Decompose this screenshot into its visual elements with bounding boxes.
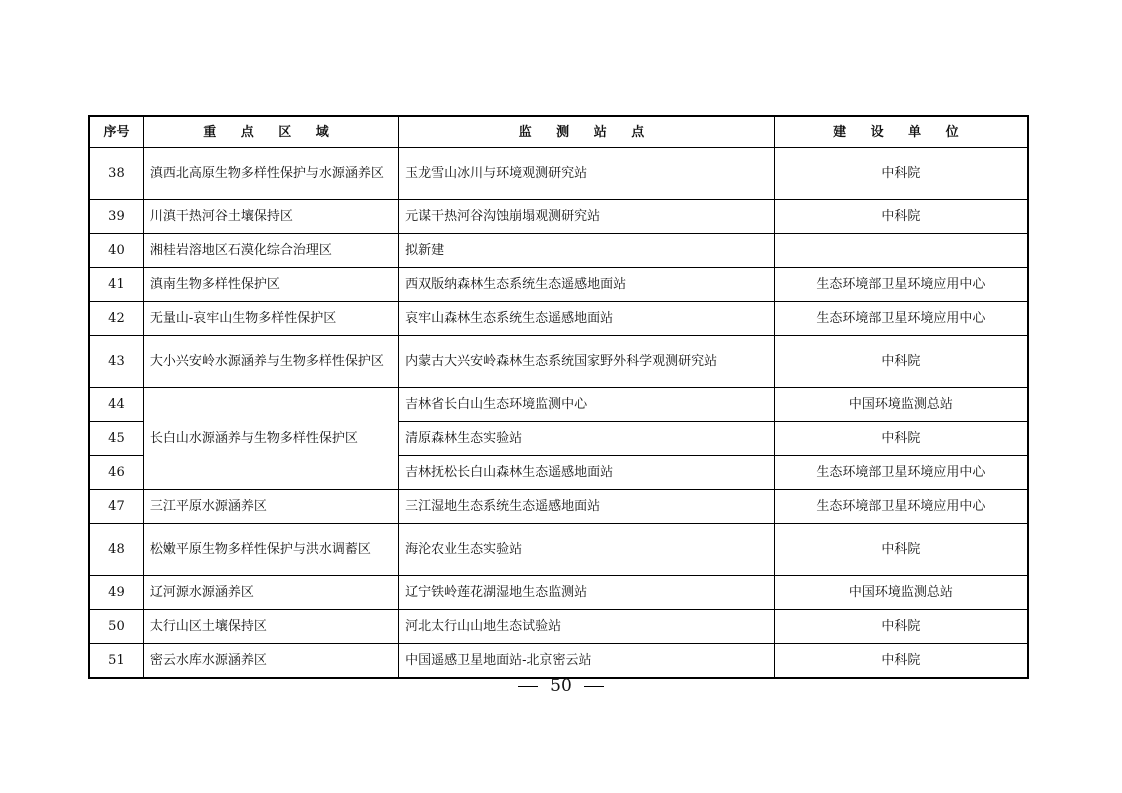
- row-num: 39: [89, 200, 143, 234]
- table-row: [89, 234, 1028, 268]
- header-site: 监 测 站 点: [399, 116, 775, 148]
- table-row: [89, 610, 1028, 644]
- row-unit: 中科院: [774, 422, 1028, 456]
- table-header-row: [89, 116, 1028, 148]
- table-row: [89, 302, 1028, 336]
- table-row: [89, 388, 1028, 422]
- row-site: 西双版纳森林生态系统生态遥感地面站: [399, 268, 775, 302]
- row-site: 玉龙雪山冰川与环境观测研究站: [399, 148, 775, 200]
- row-unit: 中科院: [774, 200, 1028, 234]
- header-unit: 建 设 单 位: [774, 116, 1028, 148]
- row-site: 内蒙古大兴安岭森林生态系统国家野外科学观测研究站: [399, 336, 775, 388]
- row-area: 滇南生物多样性保护区: [143, 268, 398, 302]
- row-site: 海沦农业生态实验站: [399, 524, 775, 576]
- row-area: 松嫩平原生物多样性保护与洪水调蓄区: [143, 524, 398, 576]
- row-num: 51: [89, 644, 143, 679]
- row-unit: 生态环境部卫星环境应用中心: [774, 268, 1028, 302]
- row-site: 拟新建: [399, 234, 775, 268]
- table-row: [89, 490, 1028, 524]
- page-number-dash-left: [518, 686, 538, 687]
- row-num: 50: [89, 610, 143, 644]
- row-site: 辽宁铁岭莲花湖湿地生态监测站: [399, 576, 775, 610]
- row-area: 湘桂岩溶地区石漠化综合治理区: [143, 234, 398, 268]
- row-unit: 生态环境部卫星环境应用中心: [774, 456, 1028, 490]
- row-area-merged: 长白山水源涵养与生物多样性保护区: [143, 388, 398, 490]
- row-area: 大小兴安岭水源涵养与生物多样性保护区: [143, 336, 398, 388]
- row-unit: [774, 234, 1028, 268]
- table-row: [89, 576, 1028, 610]
- row-num: 47: [89, 490, 143, 524]
- row-num: 42: [89, 302, 143, 336]
- header-area: 重 点 区 域: [143, 116, 398, 148]
- row-site: 中国遥感卫星地面站-北京密云站: [399, 644, 775, 679]
- table-row: [89, 148, 1028, 200]
- row-area: 辽河源水源涵养区: [143, 576, 398, 610]
- row-site: 吉林省长白山生态环境监测中心: [399, 388, 775, 422]
- row-unit: 中科院: [774, 336, 1028, 388]
- row-num: 44: [89, 388, 143, 422]
- header-num: 序号: [89, 116, 143, 148]
- row-site: 吉林抚松长白山森林生态遥感地面站: [399, 456, 775, 490]
- row-num: 40: [89, 234, 143, 268]
- row-area: 滇西北高原生物多样性保护与水源涵养区: [143, 148, 398, 200]
- row-site: 河北太行山山地生态试验站: [399, 610, 775, 644]
- row-num: 41: [89, 268, 143, 302]
- row-unit: 中科院: [774, 148, 1028, 200]
- row-site: 清原森林生态实验站: [399, 422, 775, 456]
- row-unit: 中科院: [774, 644, 1028, 679]
- row-num: 43: [89, 336, 143, 388]
- row-unit: 生态环境部卫星环境应用中心: [774, 490, 1028, 524]
- row-site: 元谋干热河谷沟蚀崩塌观测研究站: [399, 200, 775, 234]
- page-number-value: 50: [550, 676, 572, 696]
- monitoring-stations-table: [88, 115, 1029, 679]
- row-unit: 中国环境监测总站: [774, 388, 1028, 422]
- table-row: [89, 268, 1028, 302]
- row-num: 49: [89, 576, 143, 610]
- row-area: 太行山区土壤保持区: [143, 610, 398, 644]
- row-site: 哀牢山森林生态系统生态遥感地面站: [399, 302, 775, 336]
- table-row: [89, 200, 1028, 234]
- table-row: [89, 644, 1028, 679]
- table-row: [89, 524, 1028, 576]
- row-site: 三江湿地生态系统生态遥感地面站: [399, 490, 775, 524]
- table-row: [89, 336, 1028, 388]
- row-unit: 中科院: [774, 610, 1028, 644]
- page-number-dash-right: [584, 686, 604, 687]
- row-num: 38: [89, 148, 143, 200]
- row-area: 三江平原水源涵养区: [143, 490, 398, 524]
- row-num: 48: [89, 524, 143, 576]
- row-area: 川滇干热河谷土壤保持区: [143, 200, 398, 234]
- row-unit: 中科院: [774, 524, 1028, 576]
- row-area: 无量山-哀牢山生物多样性保护区: [143, 302, 398, 336]
- row-num: 45: [89, 422, 143, 456]
- row-num: 46: [89, 456, 143, 490]
- row-area: 密云水库水源涵养区: [143, 644, 398, 679]
- row-unit: 中国环境监测总站: [774, 576, 1028, 610]
- row-unit: 生态环境部卫星环境应用中心: [774, 302, 1028, 336]
- page-number: [0, 676, 1122, 696]
